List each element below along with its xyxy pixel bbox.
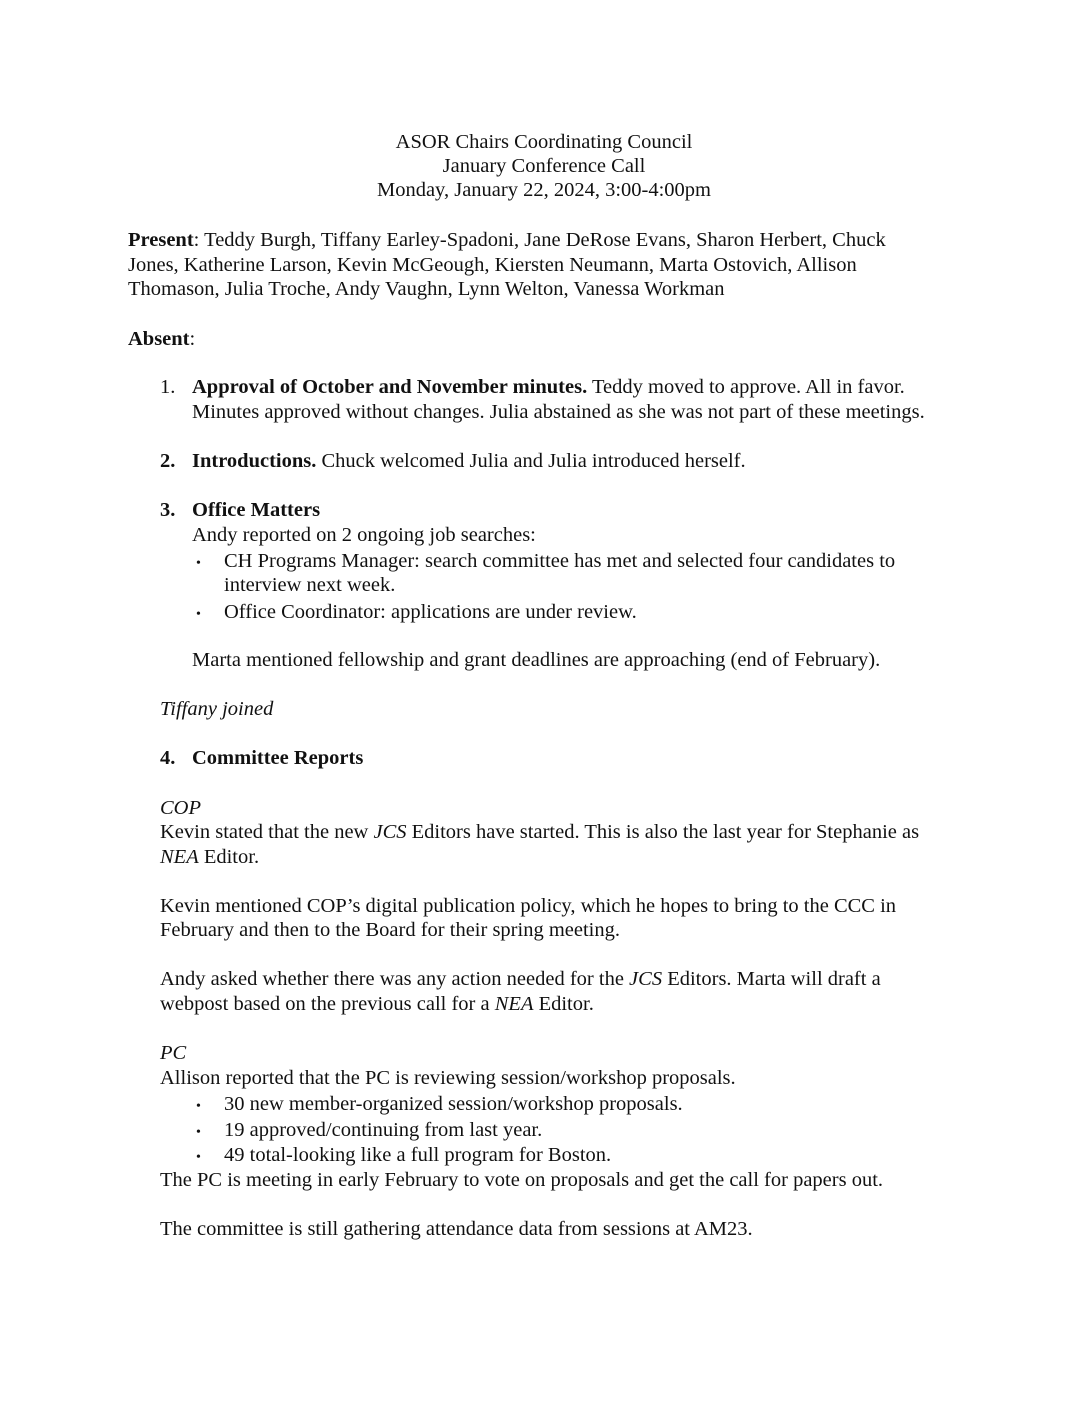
item-2-line-1: Introductions. Chuck welcomed Julia and Julia introduced herself. (192, 450, 746, 472)
list-item: Office Coordinator: applications are under review. (224, 601, 637, 623)
cop-paragraph-3-line-2: webpost based on the previous call for a NEA Editor. (160, 993, 594, 1015)
item-3-intro: Andy reported on 2 ongoing job searches: (192, 524, 536, 546)
item-1-number: 1. (160, 376, 176, 398)
bullet-icon: • (196, 1125, 201, 1140)
list-item: 19 approved/continuing from last year. (224, 1119, 543, 1141)
absent-line: Absent: (128, 328, 196, 350)
pc-intro: Allison reported that the PC is reviewing session/workshop proposals. (160, 1067, 736, 1089)
cop-subheading: COP (160, 797, 201, 819)
item-4-heading: Committee Reports (192, 747, 364, 769)
document-title: ASOR Chairs Coordinating Council (395, 131, 693, 153)
item-2-number: 2. (160, 450, 176, 472)
present-line-1: Present: Teddy Burgh, Tiffany Earley-Spadoni, Jane DeRose Evans, Sharon Herbert, Chuck (128, 229, 886, 251)
absent-label: Absent (128, 328, 190, 350)
attendance-note: Tiffany joined (160, 698, 274, 720)
cop-paragraph-2-line-1: Kevin mentioned COP’s digital publication policy, which he hopes to bring to the CCC in (160, 895, 897, 917)
pc-paragraph-1: The PC is meeting in early February to vote on proposals and get the call for papers out. (160, 1169, 884, 1191)
bullet-icon: • (196, 556, 201, 571)
present-line-2: Jones, Katherine Larson, Kevin McGeough, Kiersten Neumann, Marta Ostovich, Allison (128, 254, 857, 276)
list-item: 30 new member-organized session/workshop proposals. (224, 1093, 683, 1115)
item-3-note: Marta mentioned fellowship and grant deadlines are approaching (end of February). (192, 649, 881, 671)
item-1-line-1: Approval of October and November minutes. Teddy moved to approve. All in favor. (192, 376, 905, 398)
list-item: CH Programs Manager: search committee has met and selected four candidates to (224, 550, 896, 572)
present-line-3: Thomason, Julia Troche, Andy Vaughn, Lynn Welton, Vanessa Workman (128, 278, 725, 300)
document-subtitle: January Conference Call (442, 155, 646, 177)
list-item: 49 total-looking like a full program for Boston. (224, 1144, 612, 1166)
item-3-number: 3. (160, 499, 176, 521)
cop-paragraph-3-line-1: Andy asked whether there was any action needed for the JCS Editors. Marta will draft a (160, 968, 881, 990)
bullet-icon: • (196, 1150, 201, 1165)
bullet-icon: • (196, 607, 201, 622)
item-1-heading: Approval of October and November minutes. (192, 376, 588, 398)
cop-paragraph-1-line-2: NEA Editor. (160, 846, 260, 868)
cop-paragraph-1-line-1: Kevin stated that the new JCS Editors have started. This is also the last year for Stephanie as (160, 821, 920, 843)
pc-paragraph-2: The committee is still gathering attendance data from sessions at AM23. (160, 1218, 753, 1240)
item-3-heading: Office Matters (192, 499, 321, 521)
cop-paragraph-2-line-2: February and then to the Board for their spring meeting. (160, 919, 620, 941)
present-label: Present (128, 229, 194, 251)
pc-subheading: PC (160, 1042, 187, 1064)
bullet-icon: • (196, 1099, 201, 1114)
item-4-number: 4. (160, 747, 176, 769)
item-2-heading: Introductions. (192, 450, 317, 472)
list-item-cont: interview next week. (224, 574, 396, 596)
meeting-date: Monday, January 22, 2024, 3:00-4:00pm (376, 179, 712, 201)
item-1-line-2: Minutes approved without changes. Julia abstained as she was not part of these meetings. (192, 401, 925, 423)
